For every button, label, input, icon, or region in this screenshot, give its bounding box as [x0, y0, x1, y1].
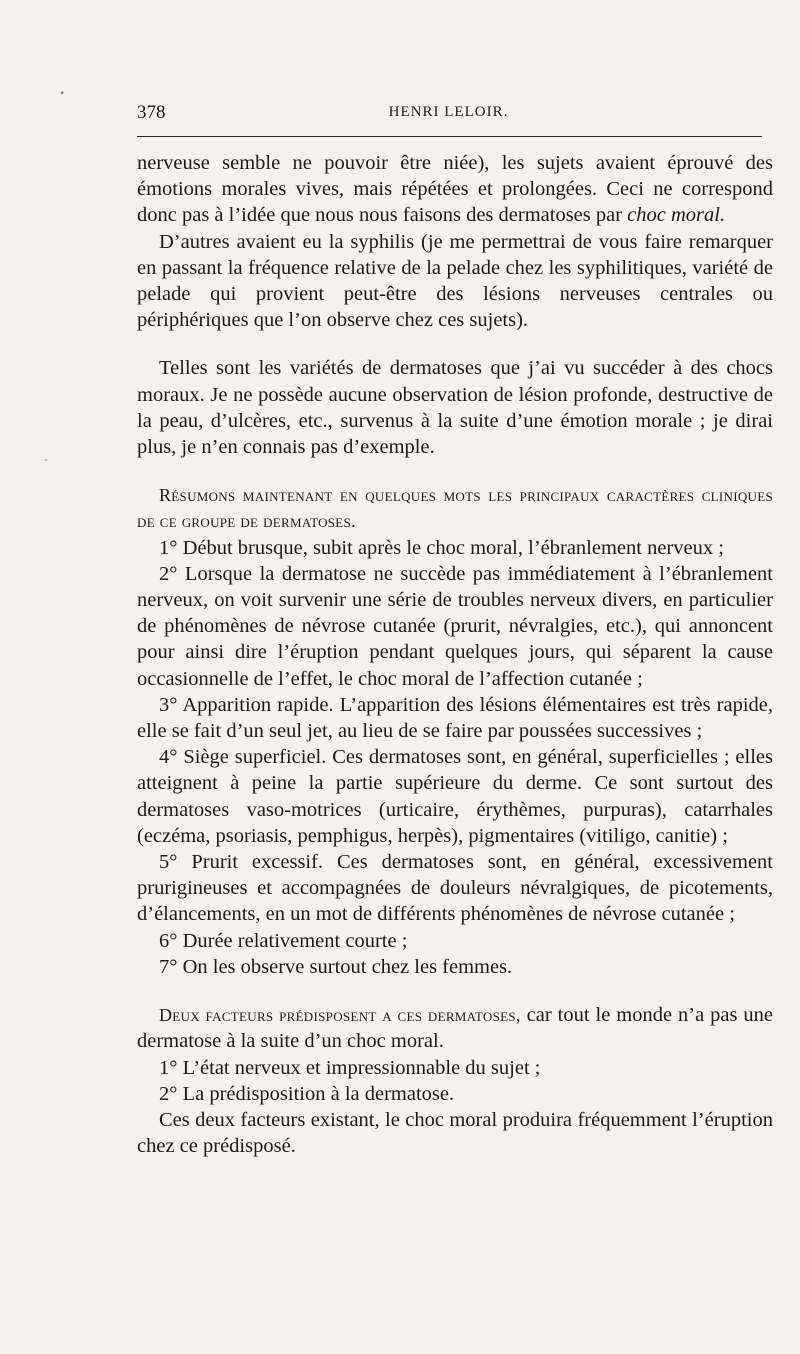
paragraph-continued: nerveuse semble ne pouvoir être niée), les sujets avaient éprouvé des émotions morales vives, mais répétées et prolongées. Ceci ne correspond donc pas à l’idée que nous nous faisons des dermatoses par choc moral.	[137, 152, 773, 227]
paragraph-gap	[137, 333, 773, 355]
list-item: 2° La prédisposition à la dermatose.	[159, 1082, 455, 1105]
paragraph-facteurs: Deux facteurs prédisposent a ces dermatoses, car tout le monde n’a pas une dermatose à la suite d’un choc moral.	[137, 1004, 774, 1053]
paragraph-syphilis: D’autres avaient eu la syphilis (je me permettrai de vous faire remarquer en passant la fréquence relative de la pelade chez les syphilitiques, variété de pelade qui provient peut-être des lésions nerveuses centrales ou périphériques que l’on observe chez ces sujets).	[137, 230, 773, 332]
list-item: 2° Lorsque la dermatose ne succède pas immédiatement à l’ébranlement nerveux, on voit survenir une série de troubles nerveux divers, en particulier de phénomènes de névrose cutanée (prurit, névralgies, etc.), qui annoncent pour ainsi dire l’éruption pendant quelques jours, qui séparent la cause occasionnelle de l’effet, le choc moral de l’affection cutanée ;	[137, 562, 773, 690]
list-item: 1° L’état nerveux et impressionnable du sujet ;	[159, 1056, 541, 1079]
header-rule	[137, 136, 762, 137]
paragraph-varietes: Telles sont les variétés de dermatoses que j’ai vu succéder à des chocs moraux. Je ne possède aucune observation de lésion profonde, destructive de la peau, d’ulcères, etc., survenus à la suite d’une émotion morale ; je dirai plus, je n’en connais pas d’exemple.	[137, 357, 773, 459]
section-heading-facteurs: Deux facteurs prédisposent a ces dermatoses,	[159, 1005, 521, 1026]
paragraph-conclusion: Ces deux facteurs existant, le choc moral produira fréquemment l’éruption chez ce prédisposé.	[137, 1108, 773, 1158]
list-item: 4° Siège superficiel. Ces dermatoses sont, en général, superficielles ; elles atteignent à peine la partie supérieure du derme. Ce sont surtout des dermatoses vaso-motrices (urticaire, érythèmes, purpuras), catarrhales (eczéma, psoriasis, pemphigus, herpès), pigmentaires (vitiligo, canitie) ;	[137, 746, 773, 847]
page-header	[137, 102, 760, 126]
list-item: 3° Apparition rapide. L’apparition des lésions élémentaires est très rapide, elle se fait d’un seul jet, au lieu de se faire par poussées successives ;	[137, 693, 773, 743]
emphasis-choc-moral: choc moral.	[627, 204, 726, 227]
margin-speck: -	[44, 452, 48, 466]
page-number: 378	[137, 102, 166, 123]
margin-speck: •	[60, 86, 65, 100]
list-item: 1° Début brusque, subit après le choc moral, l’ébranlement nerveux ;	[159, 536, 724, 559]
body-text	[137, 150, 773, 1159]
list-item: 5° Prurit excessif. Ces dermatoses sont, en général, excessivement prurigineuses et accompagnées de douleurs névralgiques, de picotements, d’élancements, en un mot de différents phénomènes de névrose cutanée ;	[137, 851, 773, 926]
paragraph-gap	[137, 980, 773, 1002]
running-head: HENRI LELOIR.	[388, 104, 509, 120]
list-item: 7° On les observe surtout chez les femmes.	[159, 955, 513, 978]
paragraph-gap	[137, 460, 773, 482]
list-item: 6° Durée relativement courte ;	[159, 929, 408, 952]
section-heading-resumons: Résumons maintenant en quelques mots les principaux caractères cliniques de ce groupe de dermatoses.	[137, 485, 773, 532]
